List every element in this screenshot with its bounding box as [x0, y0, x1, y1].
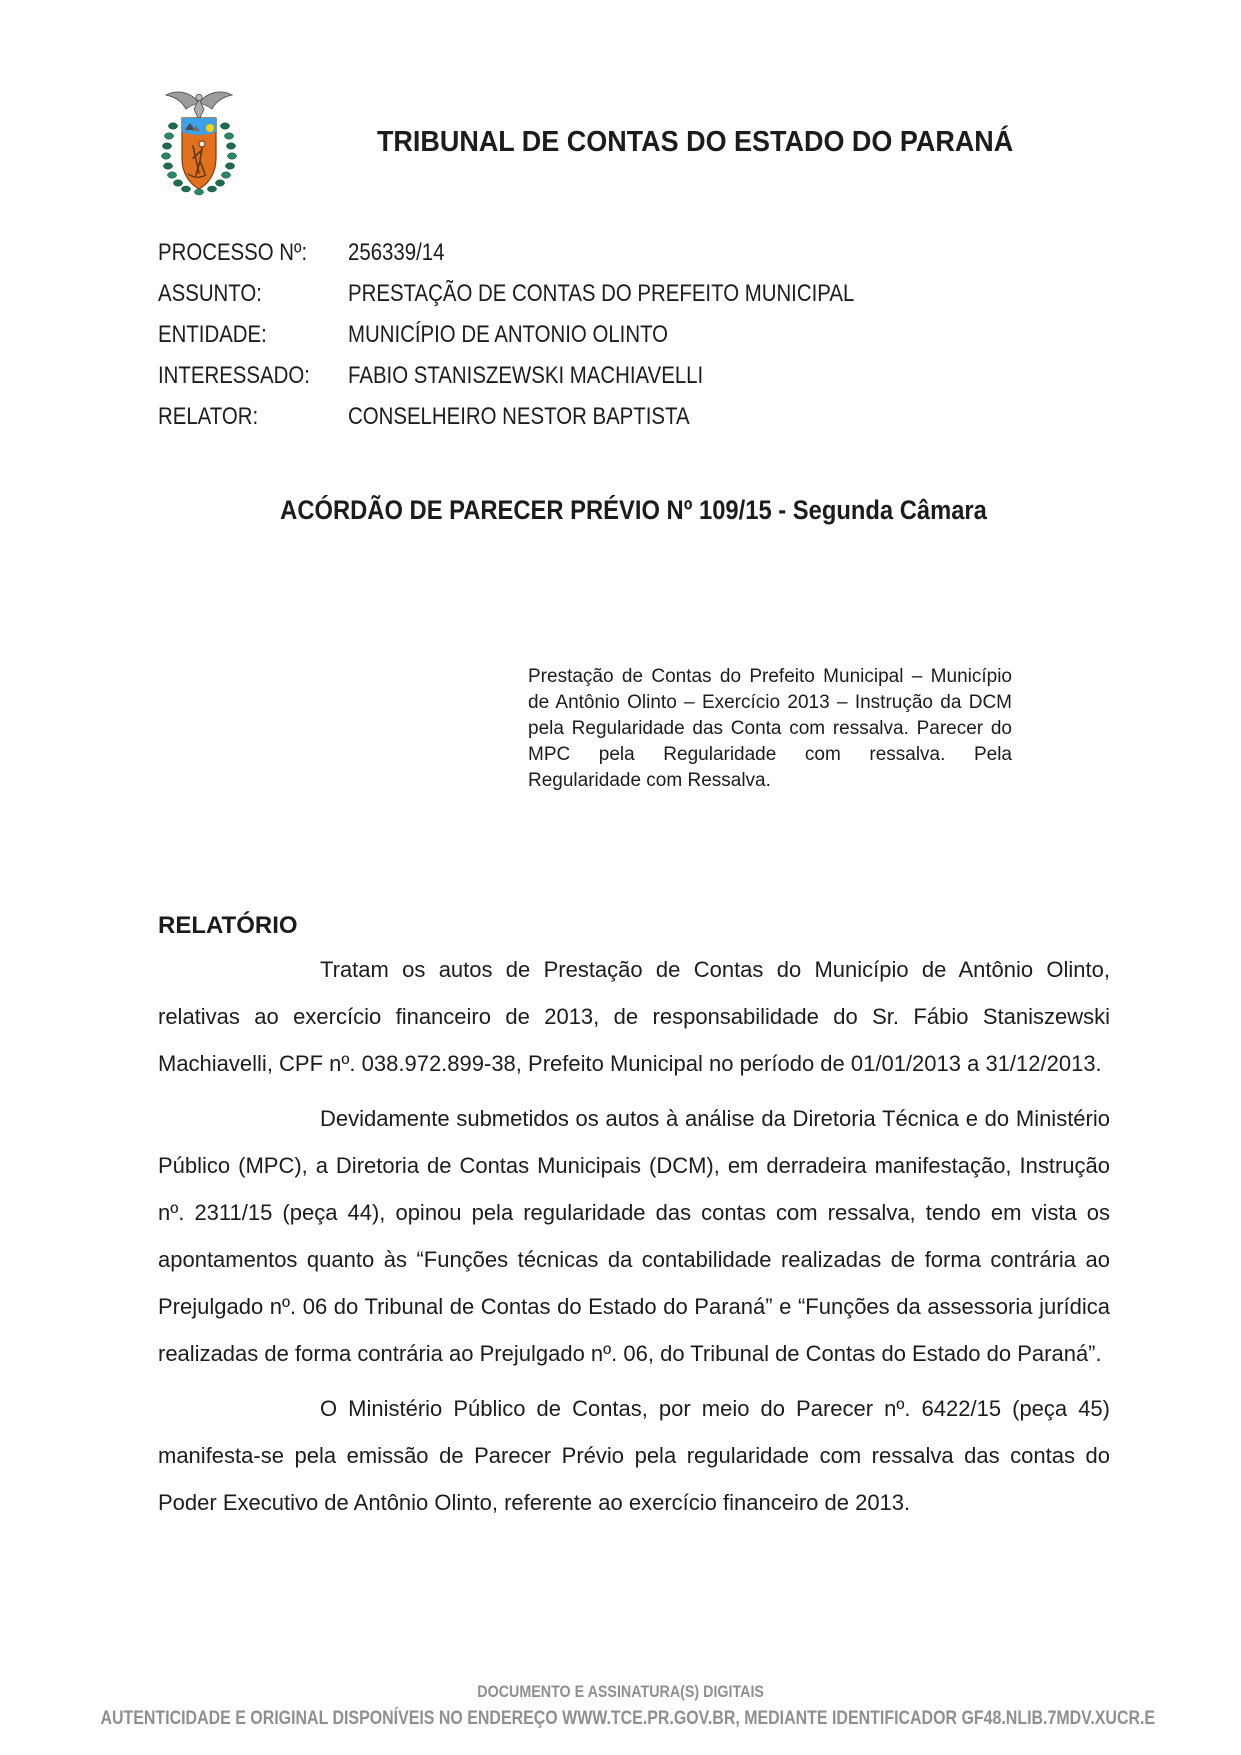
institution-title: TRIBUNAL DE CONTAS DO ESTADO DO PARANÁ: [376, 125, 1014, 158]
document-header: [158, 0, 1110, 196]
report-section-heading: RELATÓRIO: [158, 912, 298, 939]
metadata-value: 256339/14: [348, 239, 445, 266]
metadata-value: FABIO STANISZEWSKI MACHIAVELLI: [348, 362, 704, 389]
report-body: [158, 946, 1110, 1526]
footer-line-1: DOCUMENTO E ASSINATURA(S) DIGITAIS: [477, 1682, 764, 1701]
metadata-row-interessado: [158, 355, 1110, 396]
metadata-table: [158, 232, 1110, 437]
metadata-label: INTERESSADO:: [158, 362, 310, 389]
metadata-value: PRESTAÇÃO DE CONTAS DO PREFEITO MUNICIPAL: [348, 280, 855, 307]
metadata-label: PROCESSO Nº:: [158, 239, 308, 266]
report-paragraph: Tratam os autos de Prestação de Contas do Município de Antônio Olinto, relativas ao exercício financeiro de 2013, de responsabilidade do Sr. Fábio Staniszewski Machiavelli, CPF nº. 038.972.899-38, Prefeito Municipal no período de 01/01/2013 a 31/12/2013.: [158, 957, 1110, 1076]
metadata-row-processo: [158, 232, 1110, 273]
metadata-label: ASSUNTO:: [158, 280, 262, 307]
metadata-label: ENTIDADE:: [158, 321, 267, 348]
metadata-label: RELATOR:: [158, 403, 259, 430]
decision-heading: [158, 493, 1110, 532]
metadata-value: MUNICÍPIO DE ANTONIO OLINTO: [348, 321, 669, 348]
footer-line-2: AUTENTICIDADE E ORIGINAL DISPONÍVEIS NO ENDEREÇO WWW.TCE.PR.GOV.BR, MEDIANTE IDENTIFICADOR GF48.NLIB.7MDV.XUCR.E: [100, 1708, 1156, 1729]
metadata-value: CONSELHEIRO NESTOR BAPTISTA: [348, 403, 690, 430]
metadata-row-entidade: [158, 314, 1110, 355]
header-title-wrap: [240, 88, 1110, 196]
document-content: [158, 0, 1110, 1534]
metadata-row-relator: [158, 396, 1110, 437]
decision-heading-text: ACÓRDÃO DE PARECER PRÉVIO Nº 109/15 - Segunda Câmara: [280, 495, 988, 525]
metadata-row-assunto: [158, 273, 1110, 314]
report-paragraph: Devidamente submetidos os autos à análise da Diretoria Técnica e do Ministério Público (MPC), a Diretoria de Contas Municipais (DCM), em derradeira manifestação, Instrução nº. 2311/15 (peça 44), opinou pela regularidade das contas com ressalva, tendo em vista os apontamentos quanto às “Funções técnicas da contabilidade realizadas de forma contrária ao Prejulgado nº. 06 do Tribunal de Contas do Estado do Paraná” e “Funções da assessoria jurídica realizadas de forma contrária ao Prejulgado nº. 06, do Tribunal de Contas do Estado do Paraná”.: [158, 1106, 1110, 1366]
case-summary: Prestação de Contas do Prefeito Municipal – Município de Antônio Olinto – Exercício 2013 – Instrução da DCM pela Regularidade das Conta com ressalva. Parecer do MPC pela Regularidade com ressalva. Pela Regularidade com Ressalva.: [528, 666, 1012, 791]
digital-signature-footer: [0, 1680, 1241, 1734]
report-paragraph: O Ministério Público de Contas, por meio do Parecer nº. 6422/15 (peça 45) manifesta-se pela emissão de Parecer Prévio pela regularidade com ressalva das contas do Poder Executivo de Antônio Olinto, referente ao exercício financeiro de 2013.: [158, 1396, 1110, 1515]
parana-coat-of-arms-icon: [158, 88, 240, 196]
